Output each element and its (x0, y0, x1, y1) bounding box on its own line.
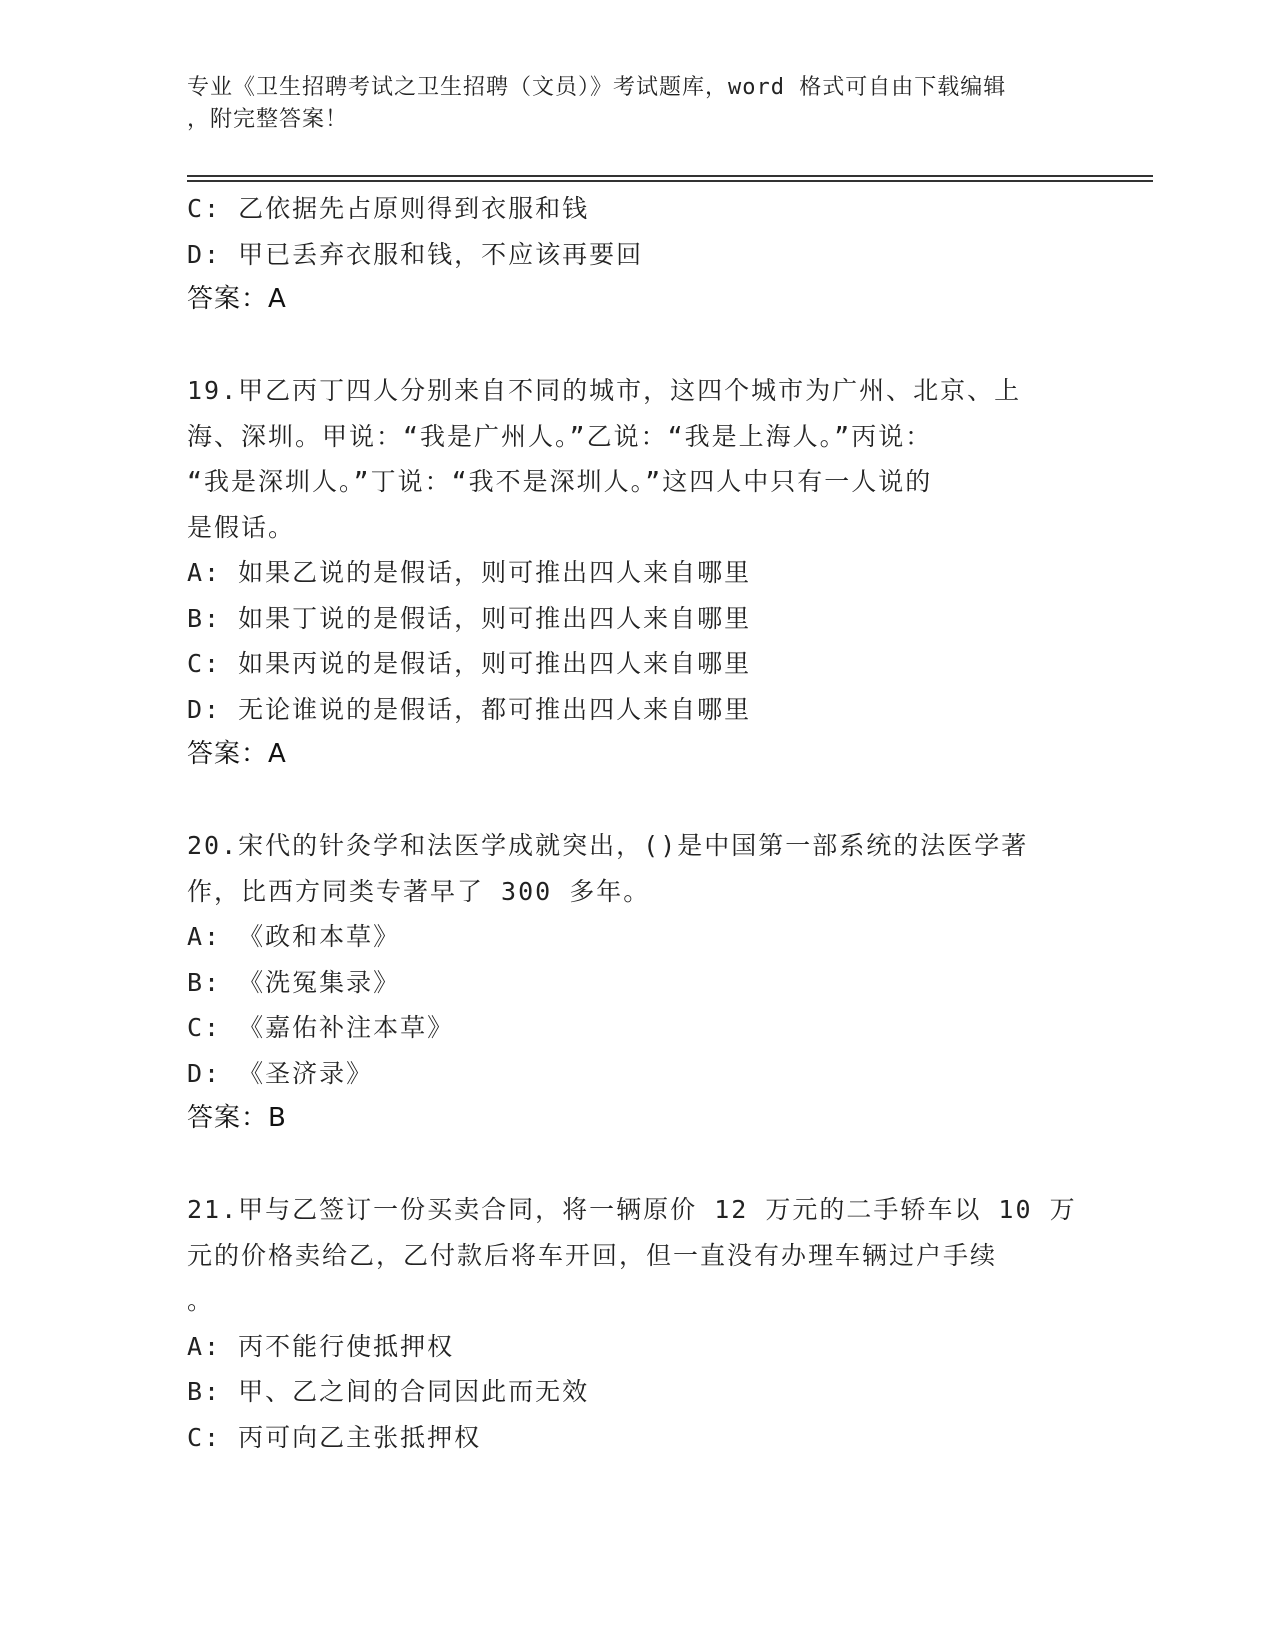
question-stem-line: 元的价格卖给乙，乙付款后将车开回，但一直没有办理车辆过户手续 (187, 1240, 998, 1270)
option-a: A: 如果乙说的是假话，则可推出四人来自哪里 (187, 558, 752, 587)
header-divider-bottom (187, 180, 1153, 182)
option-b: B: 《洗冤集录》 (187, 967, 401, 997)
question-stem-line: 海、深圳。甲说：“我是广州人。”乙说：“我是上海人。”丙说： (187, 421, 933, 451)
spacer (187, 323, 1087, 369)
document-header (187, 72, 1067, 136)
question-19 (187, 368, 1087, 778)
previous-question-tail (187, 186, 1087, 323)
option-a: A: 《政和本草》 (187, 922, 401, 951)
spacer (187, 1142, 1087, 1188)
option-b: B: 甲、乙之间的合同因此而无效 (187, 1377, 590, 1406)
option-a: A: 丙不能行使抵押权 (187, 1331, 455, 1361)
question-stem-line: “我是深圳人。”丁说：“我不是深圳人。”这四人中只有一人说的 (187, 467, 933, 496)
question-stem-line: 21.甲与乙签订一份买卖合同，将一辆原价 12 万元的二手轿车以 10 万 (187, 1195, 1077, 1224)
header-line-2: ，附完整答案！ (187, 107, 349, 132)
question-list (187, 186, 1087, 1460)
header-line-1: 专业《卫生招聘考试之卫生招聘（文员）》考试题库，word 格式可自由下载编辑 (187, 75, 1007, 100)
question-20 (187, 823, 1087, 1142)
question-stem-line: 19.甲乙丙丁四人分别来自不同的城市，这四个城市为广州、北京、上 (187, 376, 1022, 405)
header-divider-top (187, 175, 1153, 177)
question-stem-line: 作，比西方同类专著早了 300 多年。 (187, 876, 651, 906)
answer-label: 答案：B (187, 1103, 287, 1133)
spacer (187, 778, 1087, 824)
answer-label: 答案：A (187, 284, 287, 314)
option-c: C: 如果丙说的是假话，则可推出四人来自哪里 (187, 649, 752, 678)
option-d: D: 甲已丢弃衣服和钱，不应该再要回 (187, 239, 644, 269)
option-c: C: 乙依据先占原则得到衣服和钱 (187, 194, 590, 223)
option-c: C: 《嘉佑补注本草》 (187, 1013, 455, 1042)
option-d: D: 无论谁说的是假话，都可推出四人来自哪里 (187, 694, 752, 724)
option-b: B: 如果丁说的是假话，则可推出四人来自哪里 (187, 603, 752, 633)
answer-label: 答案：A (187, 739, 287, 769)
question-21 (187, 1187, 1087, 1460)
option-d: D: 《圣济录》 (187, 1058, 374, 1088)
question-stem-line: 20.宋代的针灸学和法医学成就突出，()是中国第一部系统的法医学著 (187, 831, 1029, 860)
question-stem-line: 。 (187, 1286, 215, 1315)
option-c: C: 丙可向乙主张抵押权 (187, 1422, 482, 1452)
question-stem-line: 是假话。 (187, 512, 296, 542)
